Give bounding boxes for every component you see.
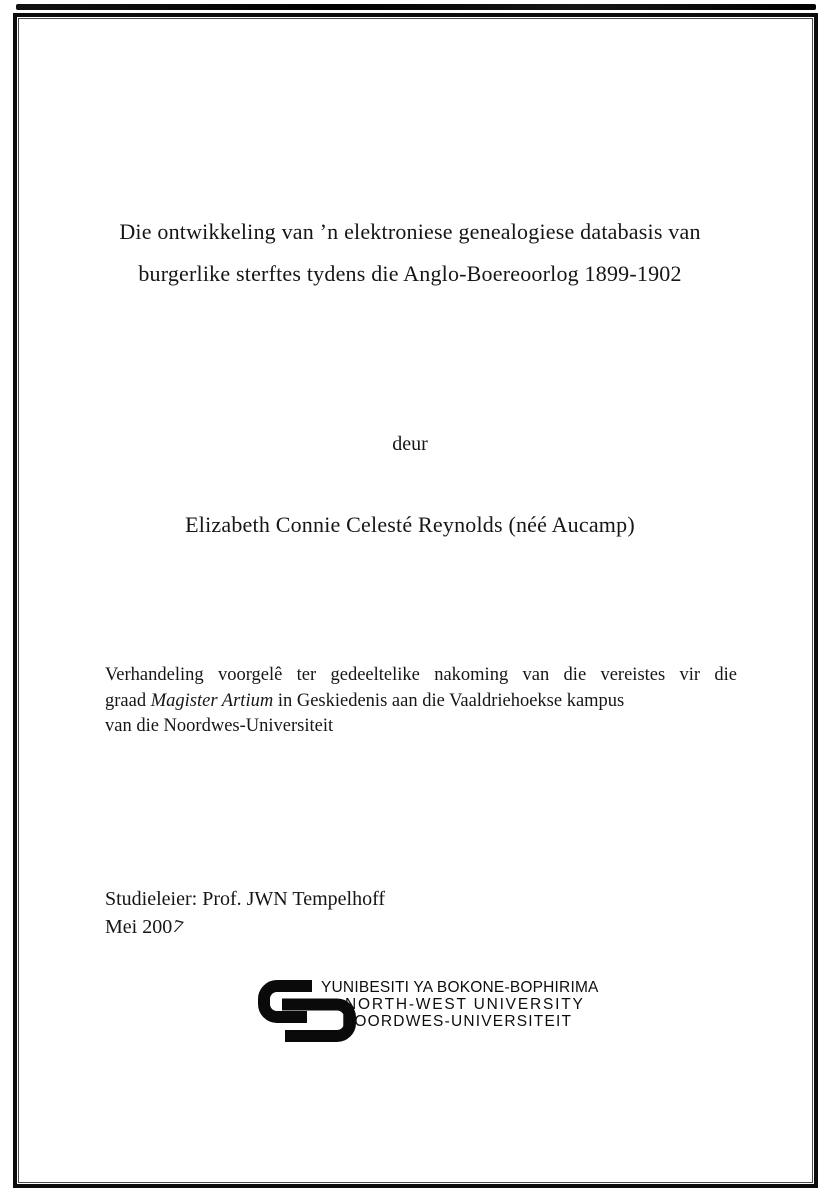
supervisor-block [105,886,385,941]
degree-statement-line1: Verhandeling voorgelê ter gedeeltelike nakoming van die vereistes vir die [105,665,737,685]
degree-statement [105,663,737,740]
degree-statement-line2-pre: graad [105,690,151,711]
date-line [105,914,385,942]
date-prefix: Mei 200 [105,915,173,938]
supervisor-line: Studieleier: Prof. JWN Tempelhoff [105,888,386,910]
logo-text-setswana: YUNIBESITI YA BOKONE-BOPHIRIMA [321,979,599,996]
degree-name-italic: Magister Artium [150,690,274,711]
date-last-digit: 7 [170,915,186,938]
degree-statement-line2-post: in Geskiedenis aan die Vaaldriehoekse kampus [273,690,625,711]
author-name: Elizabeth Connie Celesté Reynolds (néé Aucamp) [185,512,635,537]
thesis-title-line2: burgerlike sterftes tydens die Anglo-Boereoorlog 1899-1902 [138,261,682,286]
thesis-title-line1: Die ontwikkeling van ’n elektroniese genealogiese databasis van [119,219,701,244]
degree-statement-line2 [105,689,737,715]
nwu-logo [257,978,597,1050]
thesis-title [80,211,740,295]
byline-deur: deur [392,433,428,455]
scan-artifact-top [16,4,816,10]
degree-statement-line3: van die Noordwes-Universiteit [105,716,334,736]
logo-text-english: NORTH-WEST UNIVERSITY [345,996,585,1013]
logo-text-afrikaans: NOORDWES-UNIVERSITEIT [342,1013,573,1030]
